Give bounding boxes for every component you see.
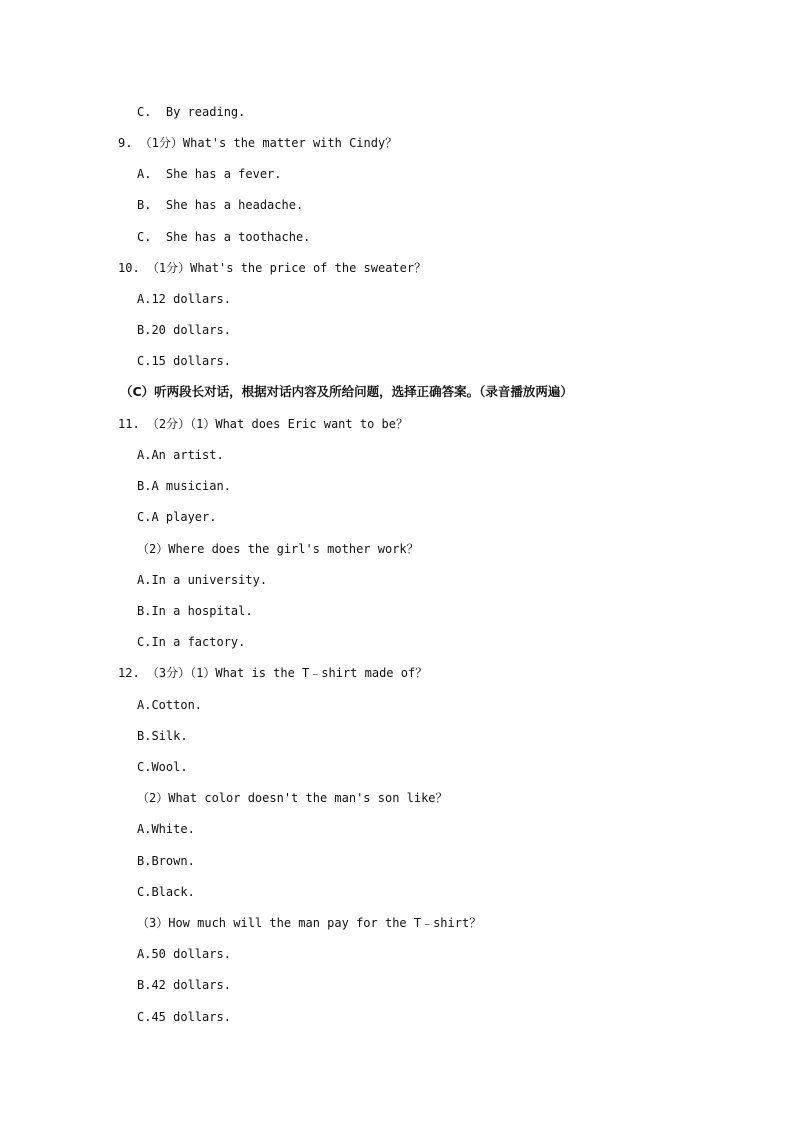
option-11-1a: A.An artist. [137, 448, 224, 462]
section-heading-c: （C）听两段长对话，根据对话内容及所给问题，选择正确答案。（录音播放两遍） [120, 384, 573, 399]
option-12-1a: A.Cotton. [137, 698, 203, 712]
option-12-3a: A.50 dollars. [137, 947, 231, 961]
sub-question-12-2: （2）What color doesn't the man's son like？ [137, 791, 448, 805]
option-10a: A.12 dollars. [137, 292, 231, 306]
option-10c: C.15 dollars. [137, 354, 231, 368]
option-12-2c: C.Black. [137, 885, 195, 899]
option-11-2a: A.In a university. [137, 573, 268, 587]
option-12-1b: B.Silk. [137, 729, 188, 743]
option-8c: C. By reading. [137, 105, 246, 119]
question-9: 9. （1分）What's the matter with Cindy？ [118, 136, 398, 150]
option-9b: B. She has a headache. [137, 198, 304, 212]
option-12-1c: C.Wool. [137, 760, 188, 774]
option-11-2c: C.In a factory. [137, 635, 246, 649]
question-10: 10. （1分）What's the price of the sweater？ [118, 261, 427, 275]
option-12-2a: A.White. [137, 822, 195, 836]
sub-question-11-2: （2）Where does the girl's mother work？ [137, 542, 419, 556]
option-11-2b: B.In a hospital. [137, 604, 253, 618]
option-9a: A. She has a fever. [137, 167, 282, 181]
option-11-1c: C.A player. [137, 510, 217, 524]
option-10b: B.20 dollars. [137, 323, 231, 337]
option-12-3b: B.42 dollars. [137, 978, 231, 992]
question-12: 12. （3分）（1）What is the T﹣shirt made of？ [118, 666, 428, 680]
question-11: 11. （2分）（1）What does Eric want to be？ [118, 417, 408, 431]
sub-question-12-3: （3）How much will the man pay for the T﹣shirt？ [137, 916, 482, 930]
option-12-2b: B.Brown. [137, 854, 195, 868]
option-9c: C. She has a toothache. [137, 230, 311, 244]
option-11-1b: B.A musician. [137, 479, 231, 493]
option-12-3c: C.45 dollars. [137, 1010, 231, 1024]
